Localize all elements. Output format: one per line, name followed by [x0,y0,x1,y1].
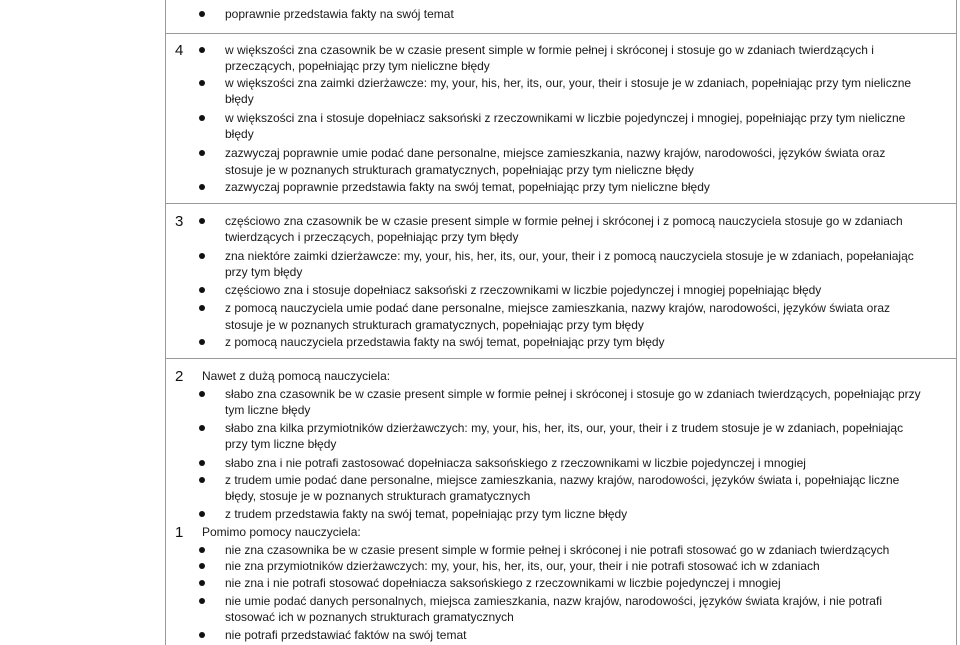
bullet-icon [199,11,205,17]
bullet-icon [199,477,205,483]
criterion-text: z trudem przedstawia fakty na swój temat, popełniając przy tym liczne błędy [225,507,628,521]
criterion-text: stosuje je w poznanych strukturach gramatycznych, popełniając przy tym błędy [225,318,644,332]
criterion-text: twierdzących i przeczących, popełniając przy tym błędy [225,230,519,244]
bullet-icon [199,511,205,517]
bullet-icon [199,305,205,311]
criterion-text: przy tym błędy [225,265,303,279]
grade-number: 4 [175,42,184,59]
criterion-text: słabo zna czasownik be w czasie present simple w formie pełnej i skróconej i stosuje go w zdaniach twierdzących, popełniając przy [225,387,921,401]
criterion-text: zazwyczaj poprawnie umie podać dane personalne, miejsce zamieszkania, nazwy krajów, narodowości, języków świata oraz [225,146,886,160]
criterion-text: przeczących, popełniając przy tym nieliczne błędy [225,59,490,73]
criterion-text: w większości zna czasownik be w czasie present simple w formie pełnej i skróconej i stosuje go w zdaniach twierdzących i [225,43,874,57]
bullet-icon [199,547,205,553]
criterion-text: z trudem umie podać dane personalne, miejsce zamieszkania, nazwy krajów, narodowości, języków świata i, popełniając liczne [225,473,900,487]
criterion-text: stosuje je w poznanych strukturach gramatycznych, popełniając przy tym nieliczne błędy [225,163,694,177]
bullet-icon [199,47,205,53]
bullet-icon [199,632,205,638]
bullet-icon [199,425,205,431]
criterion-text: poprawnie przedstawia fakty na swój temat [225,7,454,21]
section-intro: Nawet z dużą pomocą nauczyciela: [202,369,391,383]
criterion-text: w większości zna i stosuje dopełniacz saksoński z rzeczownikami w liczbie pojedynczej i mnogiej, popełniając przy tym nieliczne [225,111,906,125]
row-divider [165,203,956,204]
row-divider [165,33,956,34]
criterion-text: nie zna przymiotników dzierżawczych: my, your, his, her, its, our, your, their i nie potrafi stosować ich w zdaniach [225,559,820,573]
section-intro: Pomimo pomocy nauczyciela: [202,525,361,539]
criterion-text: słabo zna i nie potrafi zastosować dopełniacza saksońskiego z rzeczownikami w liczbie pojedynczej i mnogiej [225,456,806,470]
bullet-icon [199,460,205,466]
bullet-icon [199,563,205,569]
bullet-icon [199,580,205,586]
bullet-icon [199,218,205,224]
bullet-icon [199,253,205,259]
grade-number: 2 [175,368,184,385]
criterion-text: słabo zna kilka przymiotników dzierżawczych: my, your, his, her, its, our, your, their i z trudem stosuje je w zdaniach, popełniając [225,421,904,435]
bullet-icon [199,339,205,345]
criterion-text: zazwyczaj poprawnie przedstawia fakty na swój temat, popełniając przy tym nieliczne błędy [225,180,710,194]
criterion-text: z pomocą nauczyciela przedstawia fakty na swój temat, popełniając przy tym błędy [225,335,665,349]
bullet-icon [199,287,205,293]
criterion-text: częściowo zna czasownik be w czasie present simple w formie pełnej i skróconej i z pomocą nauczyciela stosuje go w zdaniach [225,214,903,228]
bullet-icon [199,598,205,604]
criterion-text: z pomocą nauczyciela umie podać dane personalne, miejsce zamieszkania, nazwy krajów, narodowości, języków świata oraz [225,301,890,315]
criterion-text: stosować ich w poznanych strukturach gramatycznych [225,610,514,624]
grade-number: 1 [175,524,184,541]
criterion-text: błędy, stosuje je w poznanych strukturach gramatycznych [225,489,531,503]
row-divider [165,358,956,359]
grade-number: 3 [175,213,184,230]
bullet-icon [199,184,205,190]
criterion-text: tym liczne błędy [225,403,311,417]
criterion-text: przy tym liczne błędy [225,437,337,451]
criterion-text: nie potrafi przedstawiać faktów na swój temat [225,628,467,642]
bullet-icon [199,150,205,156]
criterion-text: nie zna czasownika be w czasie present simple w formie pełnej i skróconej i nie potrafi stosować go w zdaniach twierdzących [225,543,890,557]
bullet-icon [199,80,205,86]
criterion-text: w większości zna zaimki dzierżawcze: my, your, his, her, its, our, your, their i stosuje je w zdaniach, popełniając przy tym nieliczne [225,76,912,90]
criterion-text: błędy [225,127,254,141]
criterion-text: częściowo zna i stosuje dopełniacz saksoński z rzeczownikami w liczbie pojedynczej i mnogiej popełniając błędy [225,283,822,297]
criterion-text: zna niektóre zaimki dzierżawcze: my, your, his, her, its, our, your, their i z pomocą nauczyciela stosuje je w zdaniach, popełaniając [225,249,914,263]
criterion-text: nie umie podać danych personalnych, miejsca zamieszkania, nazw krajów, narodowości, języków świata krajów, i nie potrafi [225,594,882,608]
criterion-text: błędy [225,92,254,106]
bullet-icon [199,391,205,397]
bullet-icon [199,115,205,121]
criterion-text: nie zna i nie potrafi stosować dopełniacza saksońskiego z rzeczownikami w liczbie pojedynczej i mnogiej [225,576,781,590]
